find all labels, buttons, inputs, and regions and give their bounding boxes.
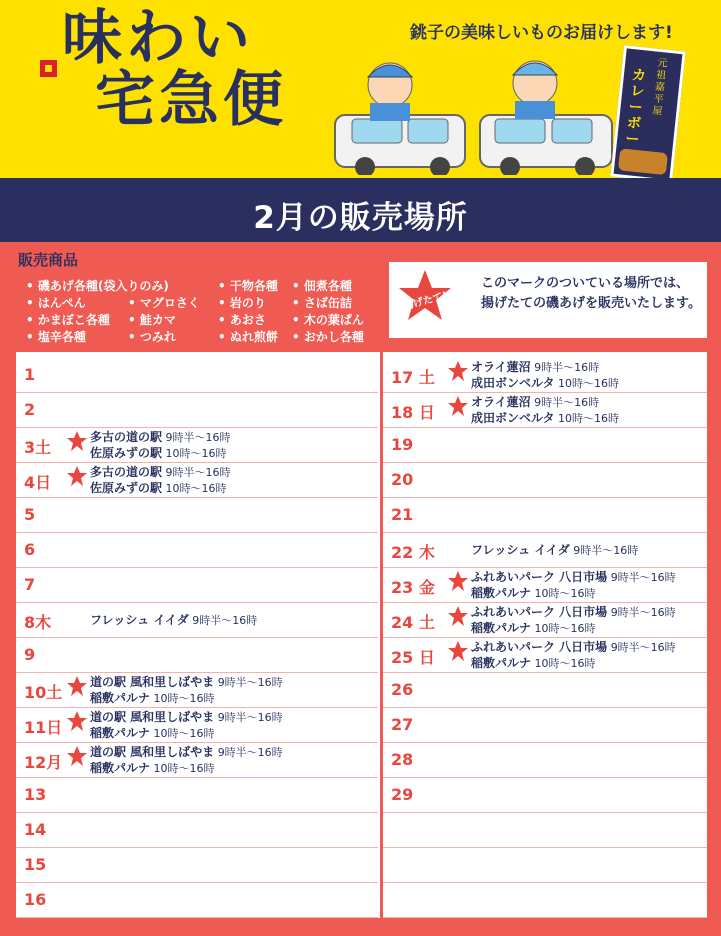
venue-hours: 9時半〜16時 [610, 641, 676, 654]
product-item: • さば缶詰 [292, 294, 352, 311]
calendar-day-row [16, 638, 378, 673]
venue-hours: 9時半〜16時 [534, 396, 600, 409]
calendar-day-row [16, 428, 378, 463]
product-item: • マグロさく [128, 294, 200, 311]
product-item: • 佃煮各種 [292, 277, 352, 294]
day-label: 3土 [24, 438, 52, 457]
fresh-fried-star-icon [66, 710, 88, 732]
venue-hours: 10時〜16時 [558, 377, 620, 390]
banner-title: 2月の販売場所 [253, 200, 468, 236]
day-label: 12月 [24, 753, 63, 772]
notice-box [389, 262, 707, 338]
venue-hours: 9時半〜16時 [610, 606, 676, 619]
day-label: 10土 [24, 683, 63, 702]
product-item: • はんぺん [26, 294, 86, 311]
calendar-day-row [383, 358, 707, 393]
venue-name: 道の駅 風和里しばやま [90, 745, 215, 759]
notice-text: このマークのついている場所では、揚げたての磯あげを販売いたします。 [481, 276, 701, 311]
calendar-day-row [16, 393, 378, 428]
day-label: 24 土 [391, 613, 435, 632]
day-label: 13 [24, 785, 47, 804]
curry-title: カレーボール [624, 67, 647, 149]
curry-ball-badge [610, 45, 685, 183]
calendar-day-row [383, 568, 707, 603]
product-item: • つみれ [128, 328, 176, 345]
calendar-day-row [16, 848, 378, 883]
product-item: • 鮭カマ [128, 311, 176, 328]
venue-line [90, 464, 231, 481]
venue-name: 稲敷パルナ [90, 691, 151, 705]
title-line2: 宅急便 [95, 65, 287, 135]
product-item: • 木の葉ぱん [292, 311, 364, 328]
day-label: 21 [391, 505, 414, 524]
calendar-day-row [16, 463, 378, 498]
day-label: 2 [24, 400, 36, 419]
day-label: 17 土 [391, 368, 435, 387]
calendar-day-row [383, 743, 707, 778]
calendar-day-row [16, 498, 378, 533]
day-label: 14 [24, 820, 47, 839]
fresh-fried-star-icon [447, 605, 469, 627]
calendar-day-row [383, 813, 707, 848]
day-label: 27 [391, 715, 414, 734]
venue-line [471, 585, 596, 602]
venue-hours: 9時半〜16時 [165, 431, 231, 444]
calendar-day-row [383, 533, 707, 568]
venue-line [471, 542, 638, 559]
calendar-day-row [16, 743, 378, 778]
fresh-fried-star-icon [66, 675, 88, 697]
venue-line [90, 674, 283, 691]
calendar-day-row [16, 883, 378, 918]
products-heading: 販売商品 [18, 251, 79, 269]
venue-hours: 9時半〜16時 [165, 466, 231, 479]
venue-line [90, 612, 257, 629]
calendar-day-row [16, 778, 378, 813]
calendar [14, 350, 709, 920]
curry-ball-icon [618, 148, 668, 175]
day-label: 16 [24, 890, 47, 909]
venue-hours: 10時〜16時 [534, 657, 596, 670]
venue-name: フレッシュ イイダ [90, 613, 189, 627]
venue-line [471, 620, 596, 637]
venue-hours: 10時〜16時 [558, 412, 620, 425]
venue-hours: 9時半〜16時 [610, 571, 676, 584]
day-label: 25 日 [391, 648, 435, 667]
calendar-day-row [383, 848, 707, 883]
venue-hours: 10時〜16時 [165, 482, 227, 495]
day-label: 28 [391, 750, 414, 769]
venue-hours: 10時〜16時 [534, 622, 596, 635]
venue-name: 稲敷パルナ [471, 656, 532, 670]
venue-hours: 10時〜16時 [165, 447, 227, 460]
venue-name: 稲敷パルナ [471, 586, 532, 600]
fresh-fried-star-icon [447, 640, 469, 662]
delivery-vans-illustration [330, 45, 620, 175]
venue-line [471, 375, 619, 392]
venue-line [90, 744, 283, 761]
venue-name: 道の駅 風和里しばやま [90, 675, 215, 689]
day-label: 20 [391, 470, 414, 489]
calendar-day-row [16, 708, 378, 743]
venue-hours: 9時半〜16時 [217, 746, 283, 759]
venue-line [90, 690, 215, 707]
product-item: • 岩のり [218, 294, 266, 311]
day-label: 9 [24, 645, 36, 664]
venue-line [90, 760, 215, 777]
calendar-day-row [383, 463, 707, 498]
title-line1: 味わい [62, 3, 254, 73]
day-label: 4日 [24, 473, 52, 492]
calendar-day-row [16, 673, 378, 708]
day-label: 1 [24, 365, 36, 384]
title-mark-icon [40, 60, 57, 77]
venue-hours: 9時半〜16時 [217, 676, 283, 689]
venue-line [90, 429, 231, 446]
calendar-day-row [16, 813, 378, 848]
van-left-icon [335, 63, 465, 175]
calendar-day-row [383, 603, 707, 638]
calendar-day-row [383, 883, 707, 918]
fresh-fried-star-icon [447, 360, 469, 382]
fresh-fried-star-icon [447, 570, 469, 592]
day-label: 23 金 [391, 578, 435, 597]
venue-name: フレッシュ イイダ [471, 543, 570, 557]
product-item: • おかし各種 [292, 328, 364, 345]
venue-line [90, 445, 227, 462]
tagline: 銚子の美味しいものお届けします! [410, 23, 673, 43]
calendar-day-row [383, 708, 707, 743]
day-label: 8木 [24, 613, 52, 632]
venue-hours: 9時半〜16時 [192, 614, 258, 627]
venue-hours: 9時半〜16時 [217, 711, 283, 724]
banner [0, 178, 721, 242]
calendar-day-row [16, 358, 378, 393]
venue-hours: 10時〜16時 [153, 727, 215, 740]
calendar-day-row [16, 568, 378, 603]
day-label: 22 木 [391, 543, 435, 562]
day-label: 15 [24, 855, 47, 874]
calendar-day-row [383, 498, 707, 533]
header [0, 0, 721, 178]
star-badge-label: 揚げたて! [402, 290, 449, 313]
venue-name: オライ蓮沼 [471, 395, 531, 409]
product-item: • 磯あげ各種(袋入りのみ) [26, 277, 169, 294]
day-label: 11日 [24, 718, 63, 737]
day-label: 26 [391, 680, 414, 699]
venue-name: ふれあいパーク 八日市場 [471, 605, 608, 619]
venue-name: 成田ボンベルタ [471, 376, 555, 390]
fresh-fried-star-icon [66, 430, 88, 452]
fresh-fried-star-icon [66, 465, 88, 487]
venue-line [471, 639, 676, 656]
calendar-day-row [383, 673, 707, 708]
van-right-icon [480, 61, 612, 175]
venue-name: 道の駅 風和里しばやま [90, 710, 215, 724]
venue-name: 多古の道の駅 [90, 465, 163, 479]
venue-name: 多古の道の駅 [90, 430, 163, 444]
product-item: • あおさ [218, 311, 266, 328]
venue-name: 稲敷パルナ [90, 726, 151, 740]
venue-name: ふれあいパーク 八日市場 [471, 640, 608, 654]
venue-name: ふれあいパーク 八日市場 [471, 570, 608, 584]
day-label: 7 [24, 575, 36, 594]
day-label: 5 [24, 505, 36, 524]
venue-name: 佐原みずの駅 [90, 446, 163, 460]
venue-hours: 10時〜16時 [153, 692, 215, 705]
calendar-day-row [383, 393, 707, 428]
venue-name: 佐原みずの駅 [90, 481, 163, 495]
venue-line [471, 359, 599, 376]
product-item: • 塩辛各種 [26, 328, 86, 345]
product-item: • ぬれ煎餅 [218, 328, 278, 345]
calendar-day-row [383, 638, 707, 673]
venue-name: 稲敷パルナ [471, 621, 532, 635]
venue-line [90, 480, 227, 497]
calendar-day-row [383, 778, 707, 813]
venue-line [471, 394, 599, 411]
day-label: 19 [391, 435, 414, 454]
calendar-day-row [16, 533, 378, 568]
venue-hours: 9時半〜16時 [573, 544, 639, 557]
product-item: • 干物各種 [218, 277, 278, 294]
venue-hours: 10時〜16時 [153, 762, 215, 775]
venue-name: 稲敷パルナ [90, 761, 151, 775]
product-item: • かまぼこ各種 [26, 311, 110, 328]
venue-line [471, 569, 676, 586]
venue-name: 成田ボンベルタ [471, 411, 555, 425]
venue-hours: 9時半〜16時 [534, 361, 600, 374]
venue-line [471, 410, 619, 427]
curry-subtitle: 元祖 嘉平屋 [651, 57, 668, 118]
day-label: 6 [24, 540, 36, 559]
venue-line [90, 709, 283, 726]
venue-hours: 10時〜16時 [534, 587, 596, 600]
venue-line [90, 725, 215, 742]
day-label: 29 [391, 785, 414, 804]
calendar-day-row [16, 603, 378, 638]
venue-line [471, 655, 596, 672]
venue-name: オライ蓮沼 [471, 360, 531, 374]
fresh-fried-star-icon [447, 395, 469, 417]
day-label: 18 日 [391, 403, 435, 422]
venue-line [471, 604, 676, 621]
fresh-fried-star-icon [66, 745, 88, 767]
calendar-day-row [383, 428, 707, 463]
